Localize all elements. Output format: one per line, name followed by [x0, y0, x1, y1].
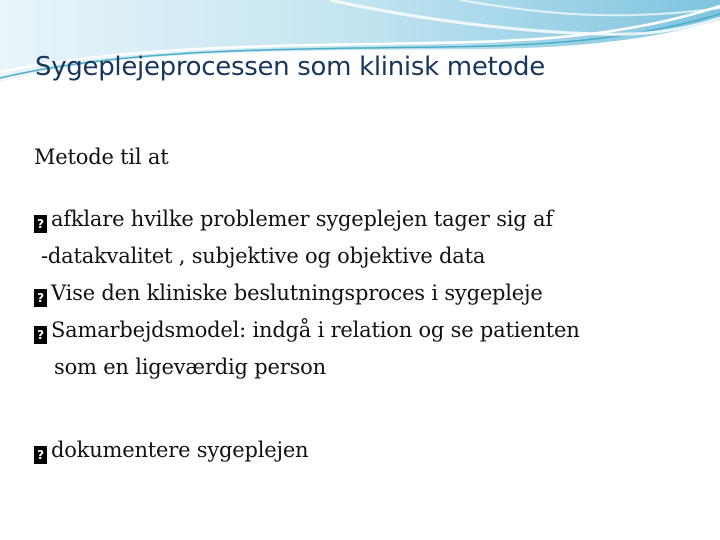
- bullet-item-text: som en ligeværdig person: [54, 355, 326, 379]
- bullet-item: [34, 312, 694, 349]
- bullet-item: [34, 432, 694, 469]
- bullet-continuation: [34, 349, 694, 386]
- bullet-item: [34, 275, 694, 312]
- bullet-item: [34, 201, 694, 238]
- bullet-item-text: Vise den kliniske beslutningsproces i sygepleje: [51, 281, 543, 305]
- intro-text: Metode til at: [34, 145, 169, 169]
- bullet-icon: ?: [34, 215, 47, 233]
- bullet-item-text: -datakvalitet , subjektive og objektive data: [41, 244, 486, 268]
- bullet-item-text: dokumentere sygeplejen: [51, 438, 309, 462]
- bullet-icon: ?: [34, 326, 47, 344]
- bullet-item-text: afklare hvilke problemer sygeplejen tager sig af: [51, 207, 553, 231]
- bullet-icon: ?: [34, 446, 47, 464]
- bullet-icon: ?: [34, 289, 47, 307]
- spacer: [34, 386, 694, 432]
- slide-body: [34, 140, 694, 469]
- spacer: [34, 174, 694, 201]
- bullet-continuation: [34, 238, 694, 275]
- slide-title: Sygeplejeprocessen som klinisk metode: [35, 52, 545, 82]
- bullet-item-text: Samarbejdsmodel: indgå i relation og se patienten: [51, 318, 580, 342]
